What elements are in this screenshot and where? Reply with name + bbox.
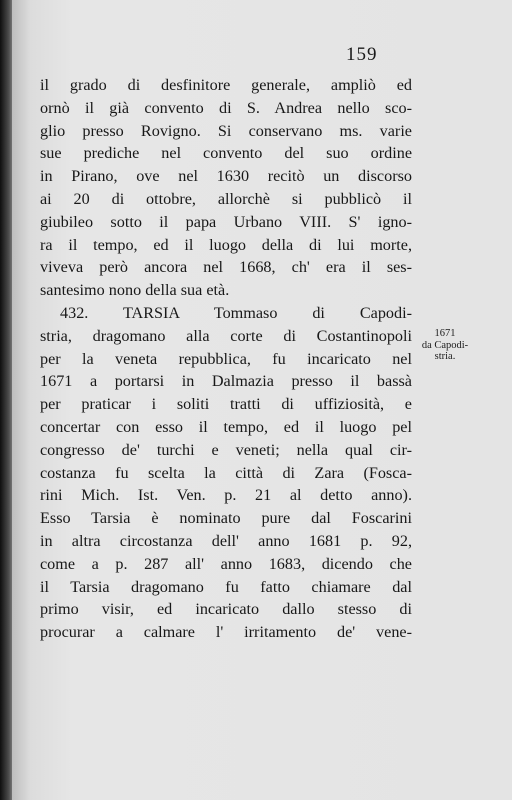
text-line: procurar a calmare l' irritamento de' vene- bbox=[40, 623, 412, 642]
text-line: per praticar i soliti tratti di uffiziosità, e bbox=[40, 395, 412, 414]
text-line: Esso Tarsia è nominato pure dal Foscarini bbox=[40, 509, 412, 528]
text-line: in Pirano, ove nel 1630 recitò un discorso bbox=[40, 167, 412, 186]
text-line: santesimo nono della sua età. bbox=[40, 281, 230, 300]
text-line: 1671 a portarsi in Dalmazia presso il bassà bbox=[40, 372, 412, 391]
margin-note-line: da Capodi- bbox=[421, 339, 469, 351]
text-line: concertar con esso il tempo, ed il luogo pel bbox=[40, 417, 412, 436]
body-text bbox=[40, 74, 412, 644]
text-line: giubileo sotto il papa Urbano VIII. S' igno- bbox=[40, 212, 412, 231]
text-line: glio presso Rovigno. Si conservano ms. varie bbox=[40, 121, 412, 140]
text-line: stria, dragomano alla corte di Costantinopoli bbox=[40, 326, 412, 345]
text-line: ai 20 di ottobre, allorchè si pubblicò il bbox=[40, 189, 412, 208]
text-line: viveva però ancora nel 1668, ch' era il ses- bbox=[40, 258, 412, 277]
entry-heading-line: 432. TARSIA Tommaso di Capodi- bbox=[60, 303, 412, 322]
margin-note-line: stria. bbox=[434, 351, 456, 362]
text-line: congresso de' turchi e veneti; nella qual cir- bbox=[40, 440, 412, 459]
text-line: costanza fu scelta la città di Zara (Fosca- bbox=[40, 463, 412, 482]
text-line: in altra circostanza dell' anno 1681 p. 92, bbox=[40, 531, 412, 550]
text-line: il Tarsia dragomano fu fatto chiamare dal bbox=[40, 577, 412, 596]
text-line: come a p. 287 all' anno 1683, dicendo che bbox=[40, 554, 412, 573]
text-line: per la veneta repubblica, fu incaricato nel bbox=[40, 349, 412, 368]
text-line: ornò il già convento di S. Andrea nello sco- bbox=[40, 98, 412, 117]
page-number: 159 bbox=[346, 44, 378, 65]
text-line: sue prediche nel convento del suo ordine bbox=[40, 144, 412, 163]
book-page bbox=[12, 0, 512, 800]
text-line: primo visir, ed incaricato dallo stesso di bbox=[40, 600, 412, 619]
text-line: ra il tempo, ed il luogo della di lui morte, bbox=[40, 235, 412, 254]
text-line: rini Mich. Ist. Ven. p. 21 al detto anno). bbox=[40, 486, 412, 505]
margin-note bbox=[410, 328, 480, 363]
text-line: il grado di desfinitore generale, ampliò ed bbox=[40, 76, 412, 94]
margin-note-year: 1671 bbox=[434, 328, 456, 339]
